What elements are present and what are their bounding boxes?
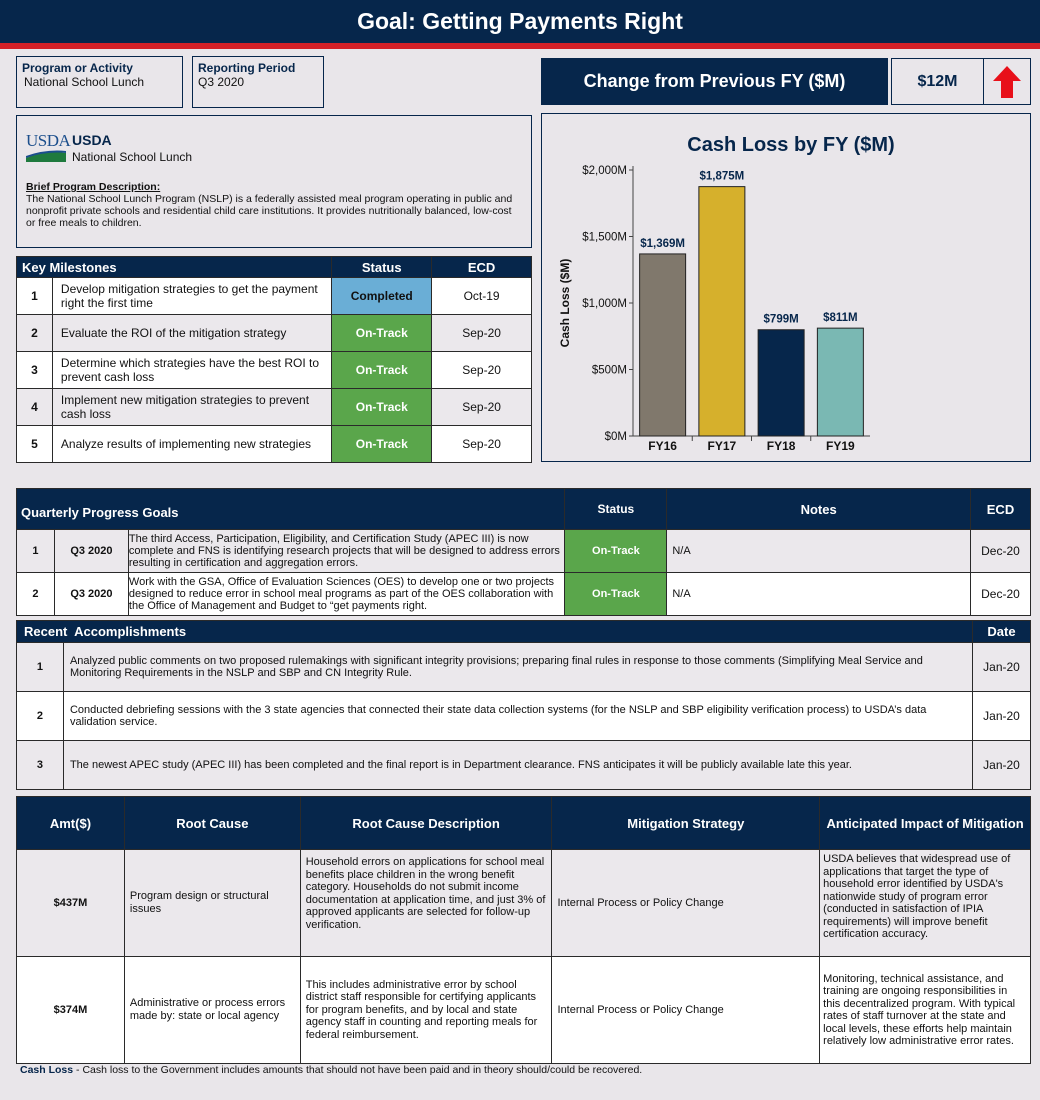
milestone-number: 1 [17, 278, 53, 315]
goal-number: 2 [17, 573, 55, 616]
page-title: Goal: Getting Payments Right [0, 0, 1040, 43]
chart-y-tick-label: $1,000M [582, 298, 627, 310]
accomplishments-header: Recent Accomplishments [17, 621, 973, 643]
accomplishment-date: Jan-20 [973, 692, 1031, 741]
chart-data-label: $811M [823, 312, 858, 325]
chart-data-label: $1,875M [699, 170, 745, 183]
table-row [17, 573, 1031, 616]
milestones-table [16, 256, 532, 463]
period-value: Q3 2020 [198, 75, 245, 89]
milestone-number: 3 [17, 352, 53, 389]
table-row [17, 352, 532, 389]
root-cause-text: Program design or structural issues [124, 850, 300, 957]
header-divider [0, 43, 1040, 49]
accomplishment-date: Jan-20 [973, 741, 1031, 790]
chart-title: Cash Loss by FY ($M) [687, 134, 895, 156]
status-badge: On-Track [332, 352, 432, 389]
chart-x-tick-label: FY19 [826, 439, 855, 453]
milestone-text: Evaluate the ROI of the mitigation strategy [52, 315, 331, 352]
goal-quarter: Q3 2020 [54, 530, 128, 573]
change-value-box [891, 58, 1031, 105]
root-cause-header: Root Cause [124, 797, 300, 850]
chart-x-tick-label: FY16 [648, 439, 677, 453]
accomplishment-number: 1 [17, 643, 64, 692]
accomplishment-number: 3 [17, 741, 64, 790]
table-row [17, 426, 532, 463]
mitigation-strategy-header: Mitigation Strategy [552, 797, 820, 850]
accomplishment-text: Analyzed public comments on two proposed rulemakings with significant integrity provisions; preparing final rules in response to those comments (Simplifying Meal Service and Monitoring Requirements in the NSLP and SBP and CN Integrity Rule. [63, 643, 972, 692]
root-cause-table [16, 796, 1031, 1064]
chart-y-tick-label: $2,000M [582, 165, 627, 177]
mitigation-strategy: Internal Process or Policy Change [552, 957, 820, 1064]
chart-x-tick-label: FY18 [766, 439, 796, 453]
anticipated-impact-header: Anticipated Impact of Mitigation [820, 797, 1031, 850]
goal-ecd: Dec-20 [970, 530, 1030, 573]
milestone-ecd: Sep-20 [432, 352, 532, 389]
table-row [17, 692, 1031, 741]
description-heading: Brief Program Description: [26, 181, 161, 193]
program-label: Program or Activity [22, 61, 133, 75]
chart-y-tick-label: $1,500M [582, 231, 627, 244]
milestone-ecd: Sep-20 [432, 315, 532, 352]
quarterly-ecd-header: ECD [970, 489, 1030, 530]
agency-program: National School Lunch [72, 150, 193, 164]
status-badge: On-Track [332, 315, 432, 352]
chart-y-tick-label: $0M [604, 431, 627, 443]
root-cause-description: This includes administrative error by school district staff responsible for certifying applicants for program benefits, and by local and state agency staff in counting and reporting meals for federal reimbursement. [300, 957, 552, 1064]
quarterly-status-header: Status [565, 489, 667, 530]
quarterly-header: Quarterly Progress Goals [17, 489, 565, 530]
footnote-text: - Cash loss to the Government includes amounts that should not have been paid and in theory should/could be recovered. [73, 1064, 643, 1076]
table-row [17, 389, 532, 426]
program-box [16, 56, 183, 108]
chart-x-tick-label: FY17 [707, 439, 737, 453]
anticipated-impact: Monitoring, technical assistance, and training are ongoing responsibilities in this decentralized program. With typical rates of staff turnover at the state and local levels, these efforts help maintain relatively low administrative error rates. [820, 957, 1031, 1064]
root-cause-amount: $437M [17, 850, 125, 957]
status-badge: Completed [332, 278, 432, 315]
accomplishment-text: The newest APEC study (APEC III) has been completed and the final report is in Department clearance. FNS anticipates it will be publicly available late this year. [63, 741, 972, 790]
status-badge: On-Track [565, 530, 667, 573]
anticipated-impact: USDA believes that widespread use of applications that target the type of household error identified by USDA's nationwide study of program error (conducted in satisfaction of IPIA requirements) will improve benefit certification accuracy. [820, 850, 1031, 957]
change-value: $12M [892, 59, 984, 104]
root-cause-description-header: Root Cause Description [300, 797, 552, 850]
table-row [17, 315, 532, 352]
goal-quarter: Q3 2020 [54, 573, 128, 616]
usda-logo: USDA [26, 132, 66, 167]
chart-y-tick-label: $500M [591, 364, 627, 377]
milestone-ecd: Sep-20 [432, 426, 532, 463]
chart-bar [699, 187, 745, 436]
goal-text: The third Access, Participation, Eligibility, and Certification Study (APEC III) is now complete and FNS is identifying research projects that will be designed to address errors resulting in certification and aggregation errors. [128, 530, 565, 573]
footnote [20, 1064, 642, 1076]
program-value: National School Lunch [24, 75, 145, 89]
table-row [17, 530, 1031, 573]
period-label: Reporting Period [198, 61, 296, 75]
chart-data-label: $1,369M [640, 237, 686, 250]
goal-ecd: Dec-20 [970, 573, 1030, 616]
program-description-box [16, 115, 532, 248]
amount-header: Amt($) [17, 797, 125, 850]
goal-text: Work with the GSA, Office of Evaluation Sciences (OES) to develop one or two projects designed to reduce error in school meal programs as part of the OES collaboration with the Office of Management and Budget to “get payments right. [128, 573, 565, 616]
chart-bar [817, 328, 863, 436]
cash-loss-chart [542, 114, 1030, 461]
status-badge: On-Track [565, 573, 667, 616]
description-text: The National School Lunch Program (NSLP) is a federally assisted meal program operating in public and nonprofit private schools and residential child care institutions. It provides nutritionally balanced, low-cost or free meals to children. [26, 193, 513, 229]
milestone-number: 2 [17, 315, 53, 352]
quarterly-goals-table [16, 488, 1031, 616]
mitigation-strategy: Internal Process or Policy Change [552, 850, 820, 957]
table-row [17, 850, 1031, 957]
accomplishment-date: Jan-20 [973, 643, 1031, 692]
milestone-text: Implement new mitigation strategies to prevent cash loss [52, 389, 331, 426]
chart-data-label: $799M [763, 313, 799, 326]
table-row [17, 643, 1031, 692]
footnote-term: Cash Loss [20, 1064, 74, 1076]
agency-header [26, 132, 521, 167]
root-cause-amount: $374M [17, 957, 125, 1064]
accomplishment-text: Conducted debriefing sessions with the 3 state agencies that connected their state data collection systems (for the NSLP and SBP eligibility verification process) to USDA’s data validation service. [63, 692, 972, 741]
goal-number: 1 [17, 530, 55, 573]
milestone-text: Determine which strategies have the best ROI to prevent cash loss [52, 352, 331, 389]
milestone-ecd: Oct-19 [432, 278, 532, 315]
change-label: Change from Previous FY ($M) [541, 58, 888, 105]
milestones-header: Key Milestones [17, 257, 332, 278]
milestone-text: Analyze results of implementing new strategies [52, 426, 331, 463]
milestone-ecd: Sep-20 [432, 389, 532, 426]
table-row [17, 278, 532, 315]
chart-bar [758, 330, 804, 436]
table-row [17, 741, 1031, 790]
milestone-number: 4 [17, 389, 53, 426]
milestone-text: Develop mitigation strategies to get the payment right the first time [52, 278, 331, 315]
milestone-number: 5 [17, 426, 53, 463]
table-row [17, 957, 1031, 1064]
accomplishment-number: 2 [17, 692, 64, 741]
milestones-status-header: Status [332, 257, 432, 278]
root-cause-text: Administrative or process errors made by: state or local agency [124, 957, 300, 1064]
accomplishments-date-header: Date [973, 621, 1031, 643]
accomplishments-table [16, 620, 1031, 790]
root-cause-description: Household errors on applications for school meal benefits place children in the wrong benefit category. Households do not submit income documentation at application time, and just 3% of approved applicants are selected for follow-up verification. [300, 850, 552, 957]
status-badge: On-Track [332, 389, 432, 426]
quarterly-notes-header: Notes [667, 489, 971, 530]
milestones-ecd-header: ECD [432, 257, 532, 278]
arrow-up-icon [984, 59, 1030, 104]
goal-notes: N/A [667, 530, 971, 573]
status-badge: On-Track [332, 426, 432, 463]
goal-notes: N/A [667, 573, 971, 616]
chart-y-axis-label: Cash Loss ($M) [558, 258, 572, 348]
agency-name: USDA [72, 132, 112, 148]
period-box [192, 56, 324, 108]
cash-loss-chart-box [541, 113, 1031, 462]
usda-logo-swoosh-icon [26, 150, 66, 162]
chart-bar [640, 254, 686, 436]
